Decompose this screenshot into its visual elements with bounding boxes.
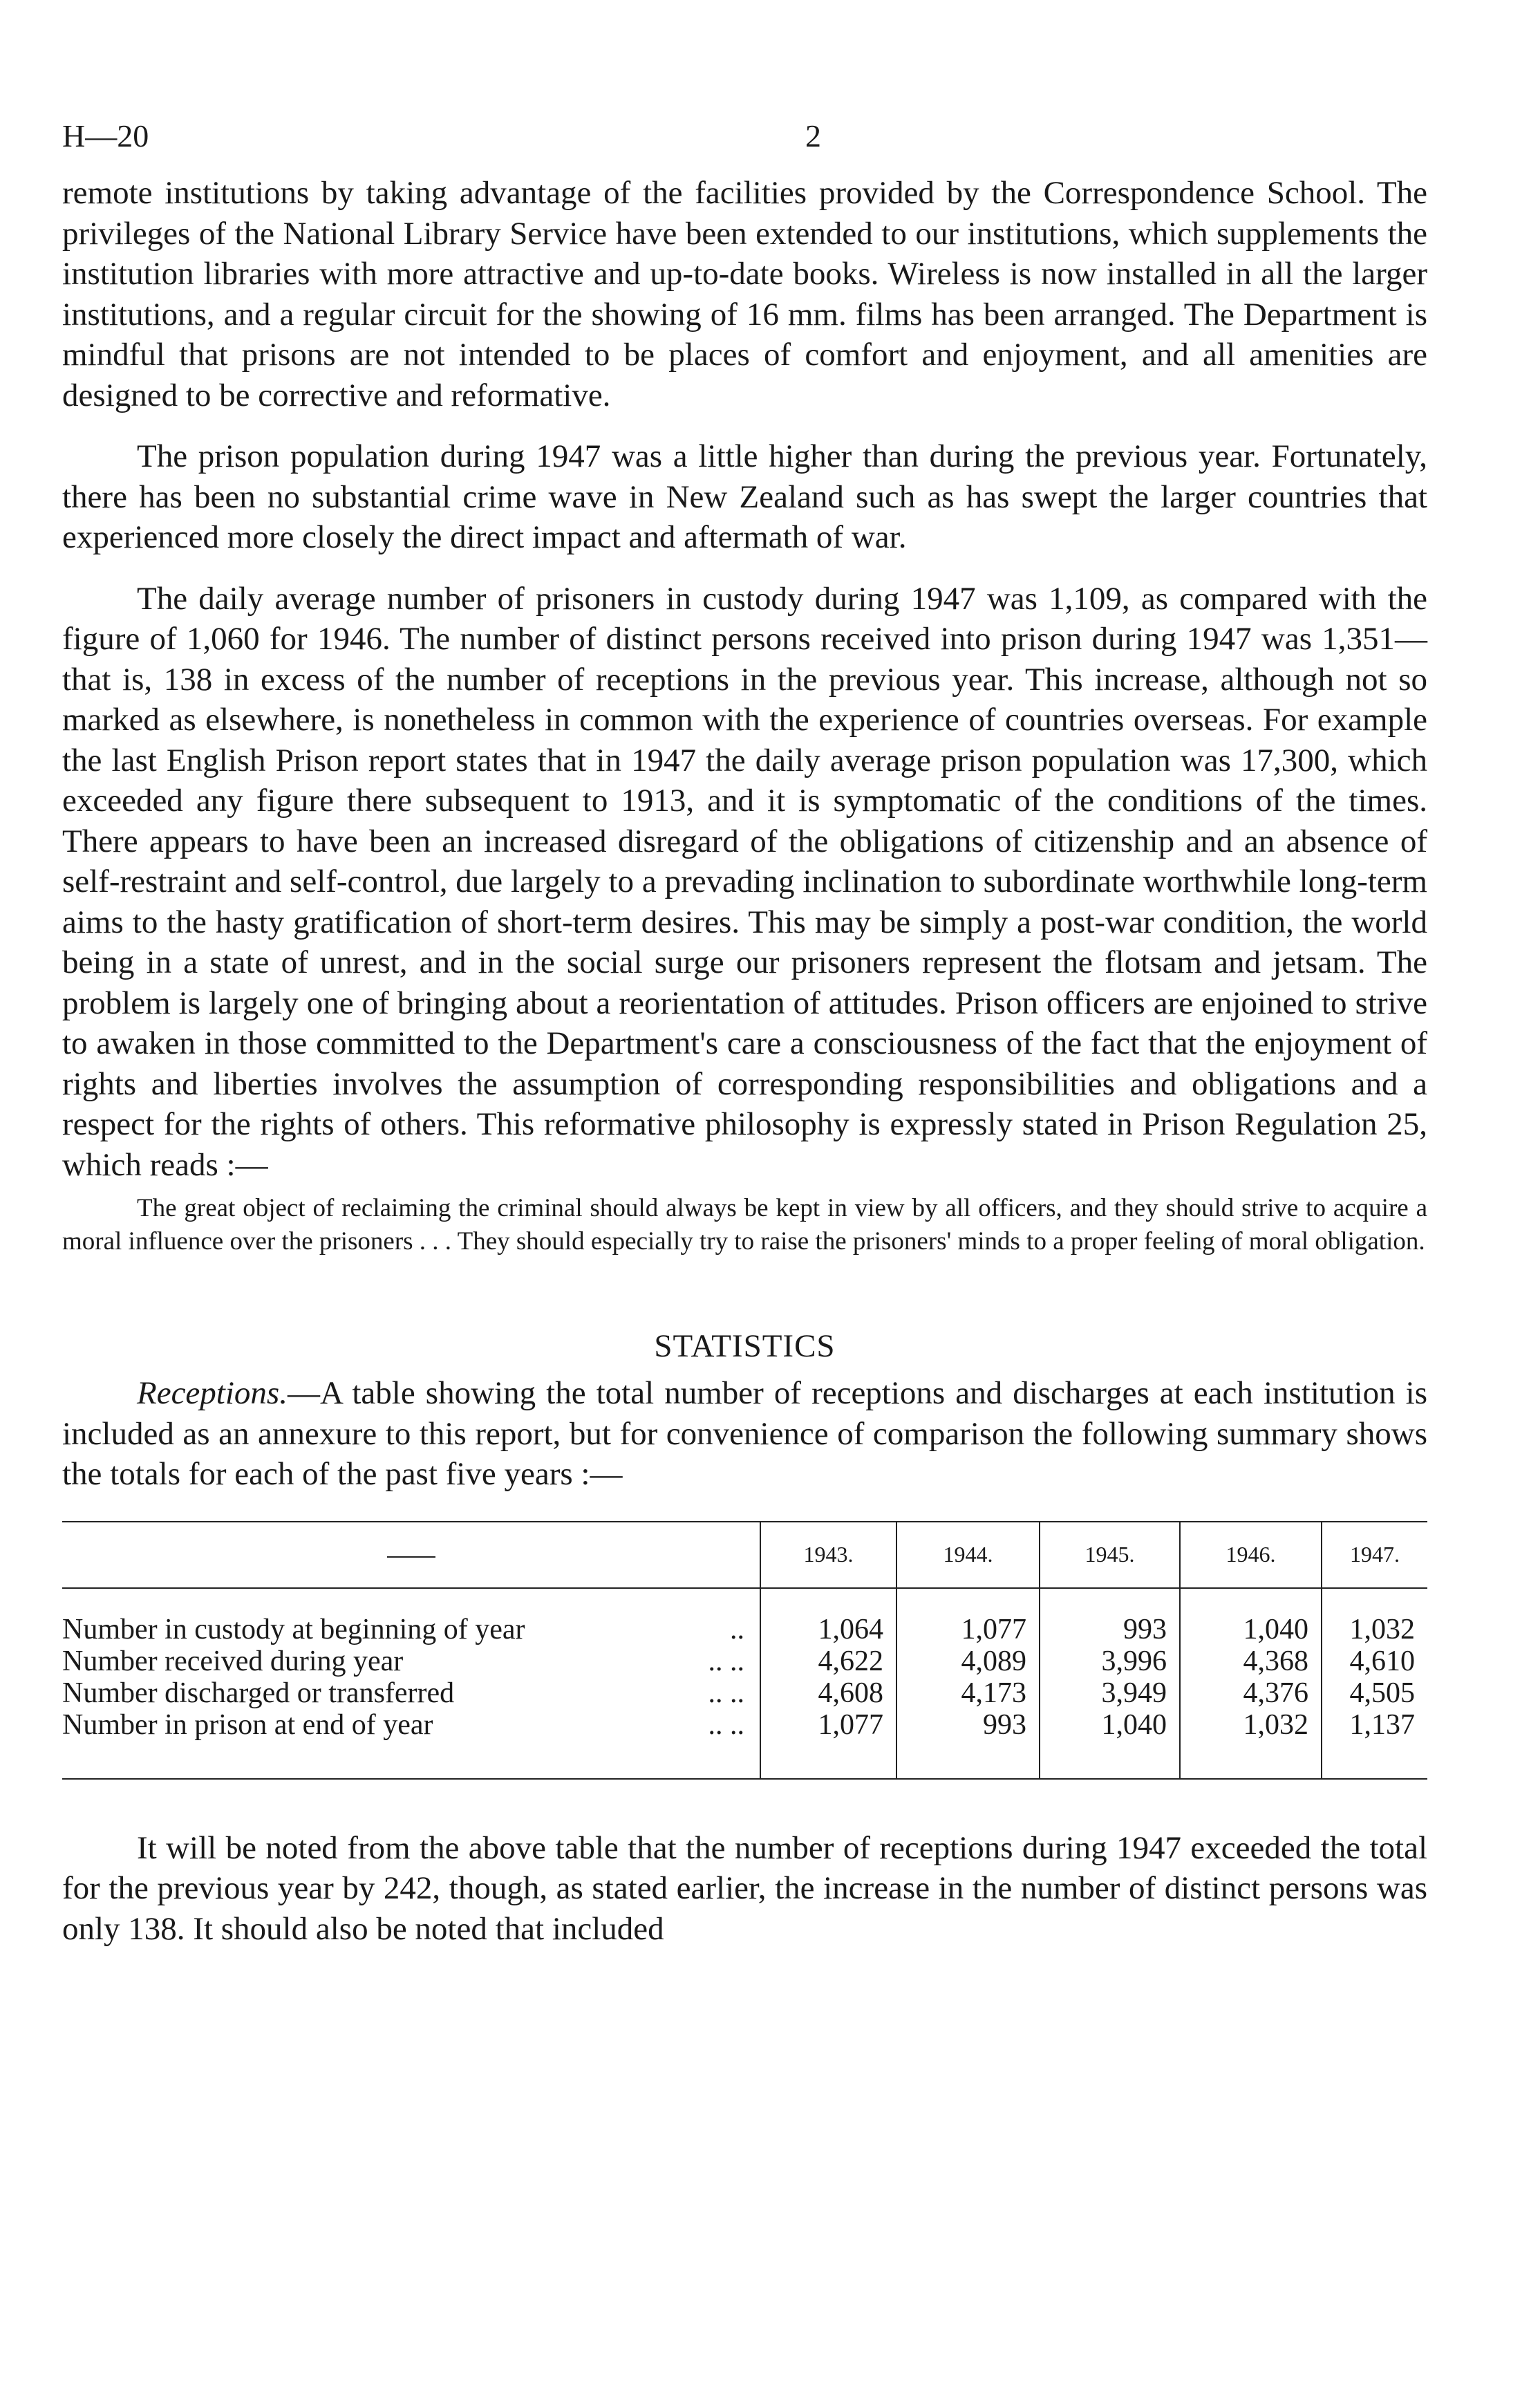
table-cell: 1,077: [760, 1709, 896, 1779]
header-blank: [62, 1522, 760, 1588]
table-cell: 993: [1040, 1588, 1180, 1645]
receptions-summary-table: [62, 1521, 1427, 1780]
table-cell: 1,137: [1322, 1709, 1427, 1779]
row-leader: .. ..: [708, 1677, 744, 1709]
document-reference: H—20: [62, 118, 149, 153]
paragraph-daily-average: The daily average number of prisoners in custody during 1947 was 1,109, as compared with the figure of 1,060 for 1946. The number of distinct persons received into prison during 1947 was 1,351—that is, 138 in excess of the number of receptions in the previous year. This increase, although not so marked as elsewhere, is nonetheless in common with the experience of countries overseas. For example the last English Prison report states that in 1947 the daily average prison population was 17,300, which exceeded any figure there subsequent to 1913, and it is symptomatic of the conditions of the times. There appears to have been an increased disregard of the obligations of citizenship and an absence of self-restraint and self-control, due largely to a prevading inclination to subordinate worthwhile long-term aims to the hasty gratification of short-term desires. This may be simply a post-war condition, the world being in a state of unrest, and in the social surge our prisoners represent the flotsam and jetsam. The problem is largely one of bringing about a reorientation of attitudes. Prison officers are enjoined to strive to awaken in those committed to the Department's care a consciousness of the fact that the enjoyment of rights and liberties involves the assumption of corresponding responsibilities and obligations and a respect for the rights of others. This reformative philosophy is expressly stated in Prison Regulation 25, which reads :—: [62, 580, 1427, 1183]
report-page: [62, 104, 1427, 1949]
table-cell: 1,077: [896, 1588, 1040, 1645]
table-cell: 1,040: [1040, 1709, 1180, 1779]
table-cell: 1,032: [1180, 1709, 1322, 1779]
receptions-text: —A table showing the total number of receptions and discharges at each institution is included as an annexure to this report, but for convenience of comparison the following summary shows the totals for each of the past five years :—: [62, 1375, 1427, 1492]
section-heading-statistics: STATISTICS: [654, 1328, 836, 1364]
row-leader: ..: [730, 1613, 744, 1645]
table-cell: 4,173: [896, 1677, 1040, 1709]
column-header: 1946.: [1180, 1522, 1322, 1588]
paragraph-prison-population: The prison population during 1947 was a little higher than during the previous year. Fortunately, there has been no substantial crime wave in New Zealand such as has swept the larger countries that experienced more closely the direct impact and aftermath of war.: [62, 438, 1427, 555]
paragraph-receptions: [62, 1373, 1427, 1495]
table-cell: 4,608: [760, 1677, 896, 1709]
regulation-quote: The great object of reclaiming the criminal should always be kept in view by all officers, and they should strive to acquire a moral influence over the prisoners . . . They should especially try to raise the prisoners' minds to a proper feeling of moral obligation.: [62, 1194, 1427, 1256]
table-cell: 4,622: [760, 1645, 896, 1677]
column-header: 1945.: [1040, 1522, 1180, 1588]
table-cell: 3,949: [1040, 1677, 1180, 1709]
table-cell: 4,368: [1180, 1645, 1322, 1677]
table-cell: 1,064: [760, 1588, 896, 1645]
table-cell: 3,996: [1040, 1645, 1180, 1677]
receptions-runin: Receptions.: [137, 1375, 288, 1411]
row-label: Number in prison at end of year: [62, 1708, 433, 1741]
table-cell: 1,032: [1322, 1588, 1427, 1645]
column-header: 1947.: [1322, 1522, 1427, 1588]
page-number: 2: [805, 118, 821, 153]
row-label: Number discharged or transferred: [62, 1677, 455, 1709]
table-cell: 4,610: [1322, 1645, 1427, 1677]
table-row: [62, 1677, 1427, 1709]
row-leader: .. ..: [708, 1708, 744, 1741]
table-row: [62, 1645, 1427, 1677]
table-cell: 993: [896, 1709, 1040, 1779]
paragraph-amenities: remote institutions by taking advantage of the facilities provided by the Correspondence School. The privileges of the National Library Service have been extended to our institutions, which supplements the institution libraries with more attractive and up-to-date books. Wireless is now installed in all the larger institutions, and a regular circuit for the showing of 16 mm. films has been arranged. The Department is mindful that prisons are not intended to be places of comfort and enjoyment, and all amenities are designed to be corrective and reformative.: [62, 175, 1427, 413]
table-cell: 4,505: [1322, 1677, 1427, 1709]
table-cell: 1,040: [1180, 1588, 1322, 1645]
paragraph-receptions-note: It will be noted from the above table that the number of receptions during 1947 exceeded the total for the previous year by 242, though, as stated earlier, the increase in the number of distinct persons was only 138. It should also be noted that included: [62, 1829, 1427, 1947]
row-label: Number in custody at beginning of year: [62, 1613, 525, 1645]
table-cell: 4,376: [1180, 1677, 1322, 1709]
table-header-row: [62, 1522, 1427, 1588]
table-row: [62, 1588, 1427, 1645]
column-header: 1943.: [760, 1522, 896, 1588]
row-leader: .. ..: [708, 1645, 744, 1677]
table-cell: 4,089: [896, 1645, 1040, 1677]
column-header: 1944.: [896, 1522, 1040, 1588]
table-row: [62, 1709, 1427, 1779]
row-label: Number received during year: [62, 1645, 404, 1677]
page-header: [62, 104, 1427, 173]
header-dash: [387, 1556, 435, 1558]
